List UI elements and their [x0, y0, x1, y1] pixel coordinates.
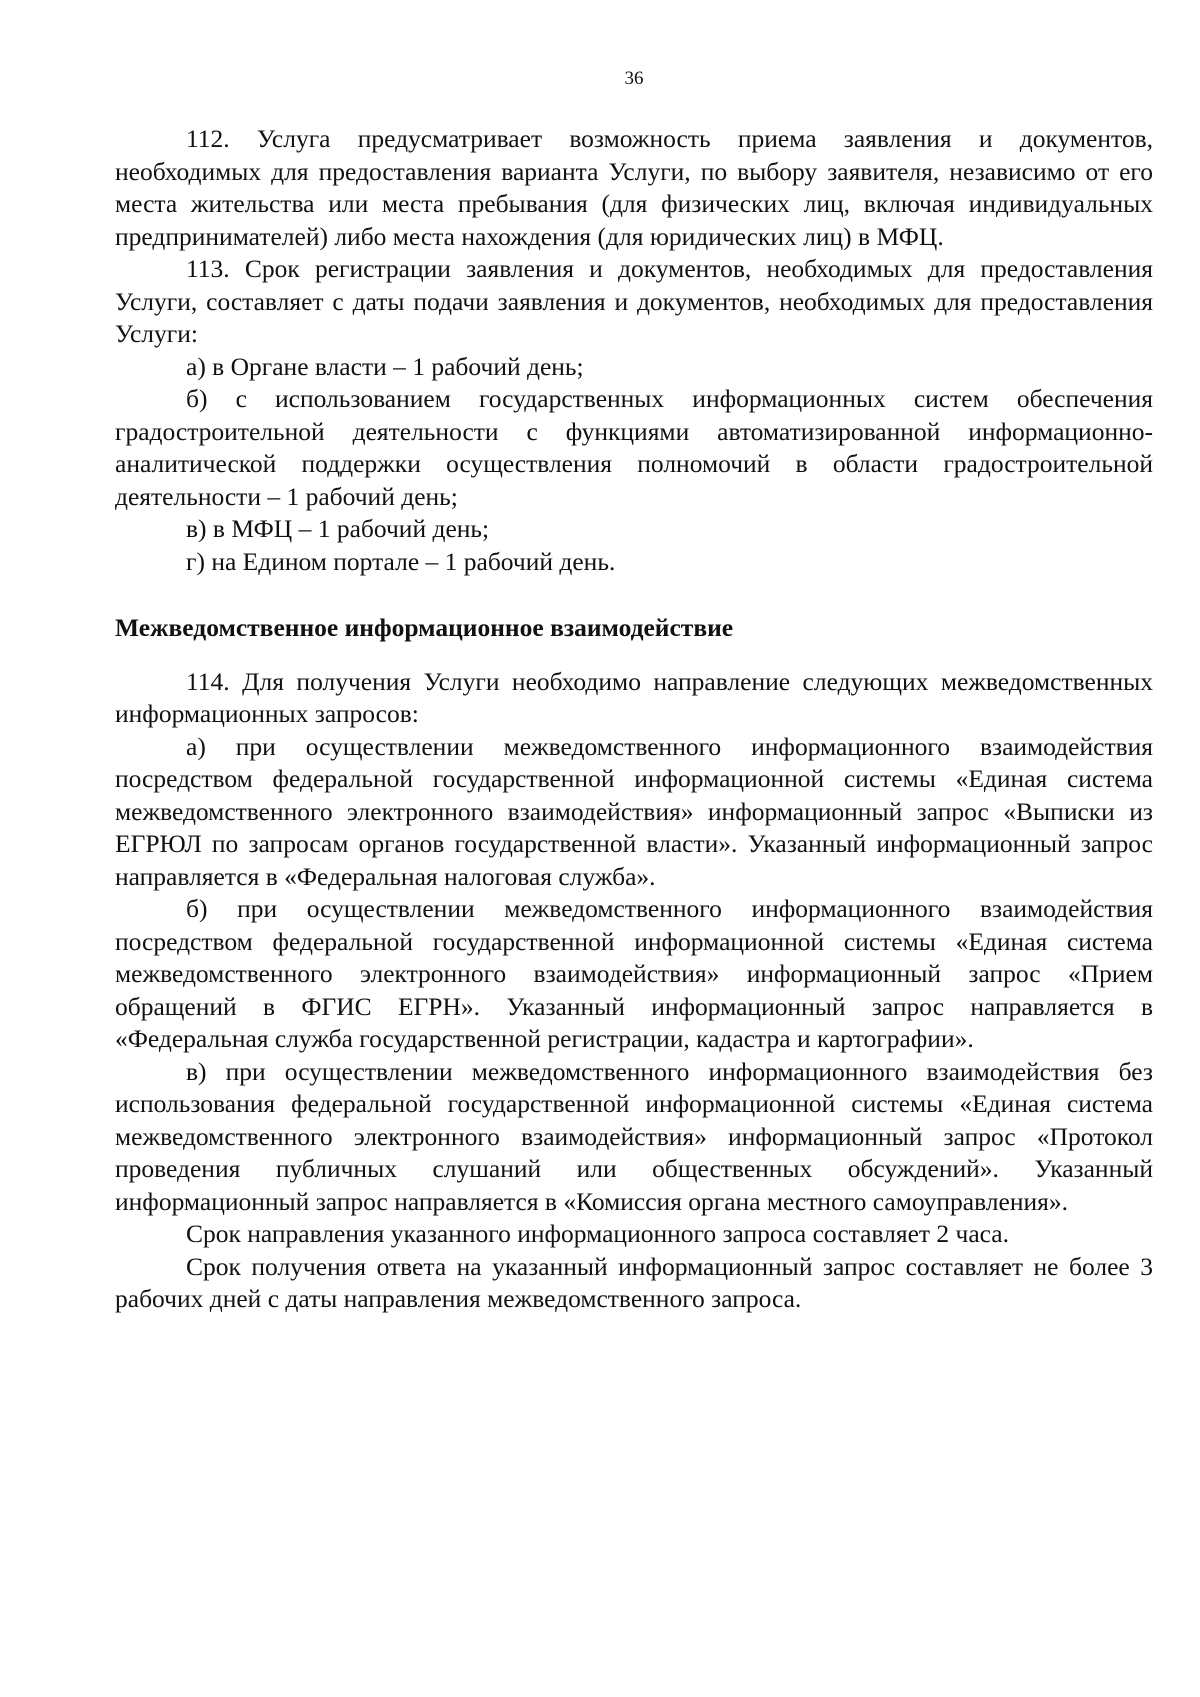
paragraph-114: 114. Для получения Услуги необходимо направление следующих межведомственных информационных запросов: — [115, 666, 1153, 728]
section-heading: Межведомственное информационное взаимодействие — [115, 613, 734, 642]
paragraph-113-item-g: г) на Едином портале – 1 рабочий день. — [186, 546, 616, 576]
paragraph-114-item-a: а) при осуществлении межведомственного информационного взаимодействия посредством федеральной государственной информационной системы «Единая система межведомственного электронного взаимодействия» информационный запрос «Выписки из ЕГРЮЛ по запросам органов государственной власти». Указанный информационный запрос направляется в «Федеральная налоговая служба». — [115, 731, 1153, 891]
paragraph-113: 113. Срок регистрации заявления и документов, необходимых для предоставления Услуги, составляет с даты подачи заявления и документов, необходимых для предоставления Услуги: — [115, 254, 1153, 348]
paragraph-response-term: Срок получения ответа на указанный информационный запрос составляет не более 3 рабочих дней с даты направления межведомственного запроса. — [115, 1251, 1153, 1313]
paragraph-113-item-b: б) с использованием государственных информационных систем обеспечения градостроительной деятельности с функциями автоматизированной информационно-аналитической поддержки осуществления полномочий в области градостроительной деятельности – 1 рабочий день; — [115, 384, 1153, 511]
paragraph-114-item-v: в) при осуществлении межведомственного информационного взаимодействия без использования федеральной государственной информационной системы «Единая система межведомственного электронного взаимодействия» информационный запрос «Протокол проведения публичных слушаний или общественных обсуждений». Указанный информационный запрос направляется в «Комиссия органа местного самоуправления». — [115, 1056, 1153, 1216]
paragraph-114-item-b: б) при осуществлении межведомственного информационного взаимодействия посредством федеральной государственной информационной системы «Единая система межведомственного электронного взаимодействия» информационный запрос «Прием обращений в ФГИС ЕГРН». Указанный информационный запрос направляется в «Федеральная служба государственной регистрации, кадастра и картографии». — [115, 894, 1153, 1053]
page-number: 36 — [624, 68, 644, 89]
paragraph-request-send-term: Срок направления указанного информационного запроса составляет 2 часа. — [186, 1219, 1009, 1248]
paragraph-112: 112. Услуга предусматривает возможность приема заявления и документов, необходимых для предоставления варианта Услуги, по выбору заявителя, независимо от его места жительства или места пребывания (для физических лиц, включая индивидуальных предпринимателей) либо места нахождения (для юридических лиц) в МФЦ. — [115, 124, 1153, 251]
paragraph-113-item-a: а) в Органе власти – 1 рабочий день; — [186, 351, 584, 381]
paragraph-113-item-v: в) в МФЦ – 1 рабочий день; — [186, 514, 490, 543]
document-body — [115, 123, 1153, 1316]
